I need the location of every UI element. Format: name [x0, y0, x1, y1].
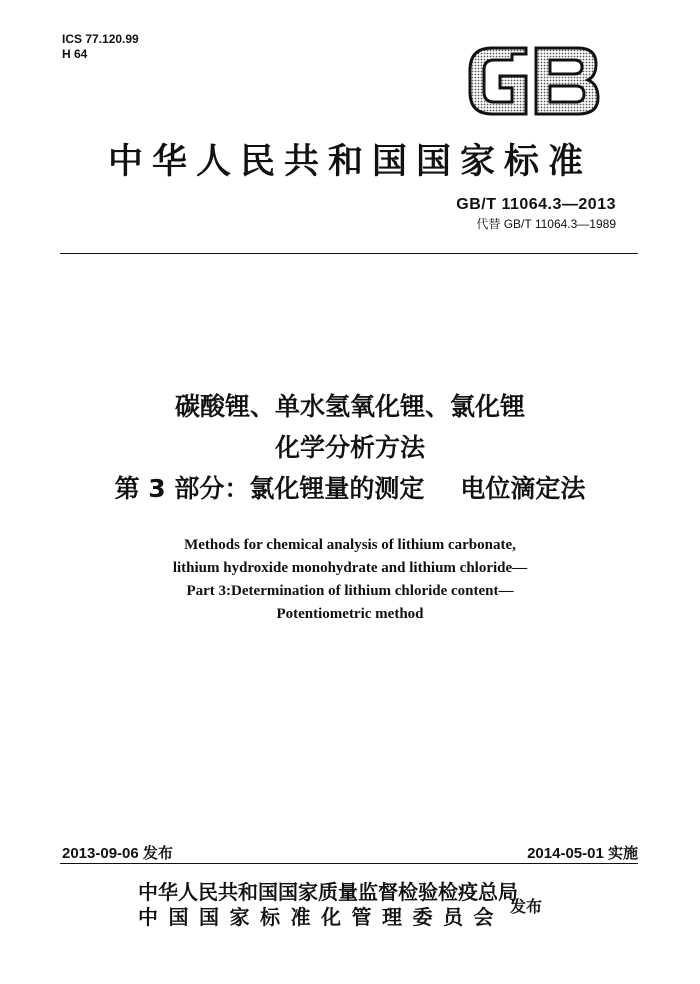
english-title-line4: Potentiometric method [276, 606, 424, 622]
ccs-code: H 64 [62, 47, 88, 61]
standard-title: 中华人民共和国国家标准 [107, 141, 592, 182]
chinese-title-method: 电位滴定法 [460, 474, 586, 503]
english-title [0, 534, 700, 626]
classification-codes [62, 32, 139, 62]
chinese-title-part: 第 3 部分：氯化锂量的测定 [114, 474, 425, 503]
replaces-standard: 代替 GB/T 11064.3—1989 [476, 217, 616, 231]
publish-label: 发布 [510, 897, 543, 916]
gb-logo [468, 46, 600, 116]
english-title-line1: Methods for chemical analysis of lithium carbonate, [184, 537, 516, 553]
issue-date: 2013-09-06 发布 [62, 845, 173, 862]
footer-divider [60, 863, 638, 864]
ics-code: ICS 77.120.99 [62, 32, 139, 46]
chinese-title-line2: 化学分析方法 [274, 433, 425, 462]
chinese-title [0, 386, 700, 509]
header-divider [60, 253, 638, 254]
chinese-title-line3 [0, 468, 700, 509]
issuing-authorities [138, 880, 518, 930]
issuer-line1: 中华人民共和国国家质量监督检验检疫总局 [138, 880, 518, 904]
issuer-line2: 中国国家标准化管理委员会 [138, 905, 504, 929]
english-title-line2: lithium hydroxide monohydrate and lithium chloride— [172, 560, 528, 576]
english-title-line3: Part 3:Determination of lithium chloride content— [186, 583, 514, 599]
chinese-title-line1: 碳酸锂、单水氢氧化锂、氯化锂 [174, 392, 525, 421]
standard-code [456, 196, 616, 232]
implementation-date: 2014-05-01 实施 [527, 845, 638, 862]
standard-number: GB/T 11064.3—2013 [456, 196, 616, 213]
